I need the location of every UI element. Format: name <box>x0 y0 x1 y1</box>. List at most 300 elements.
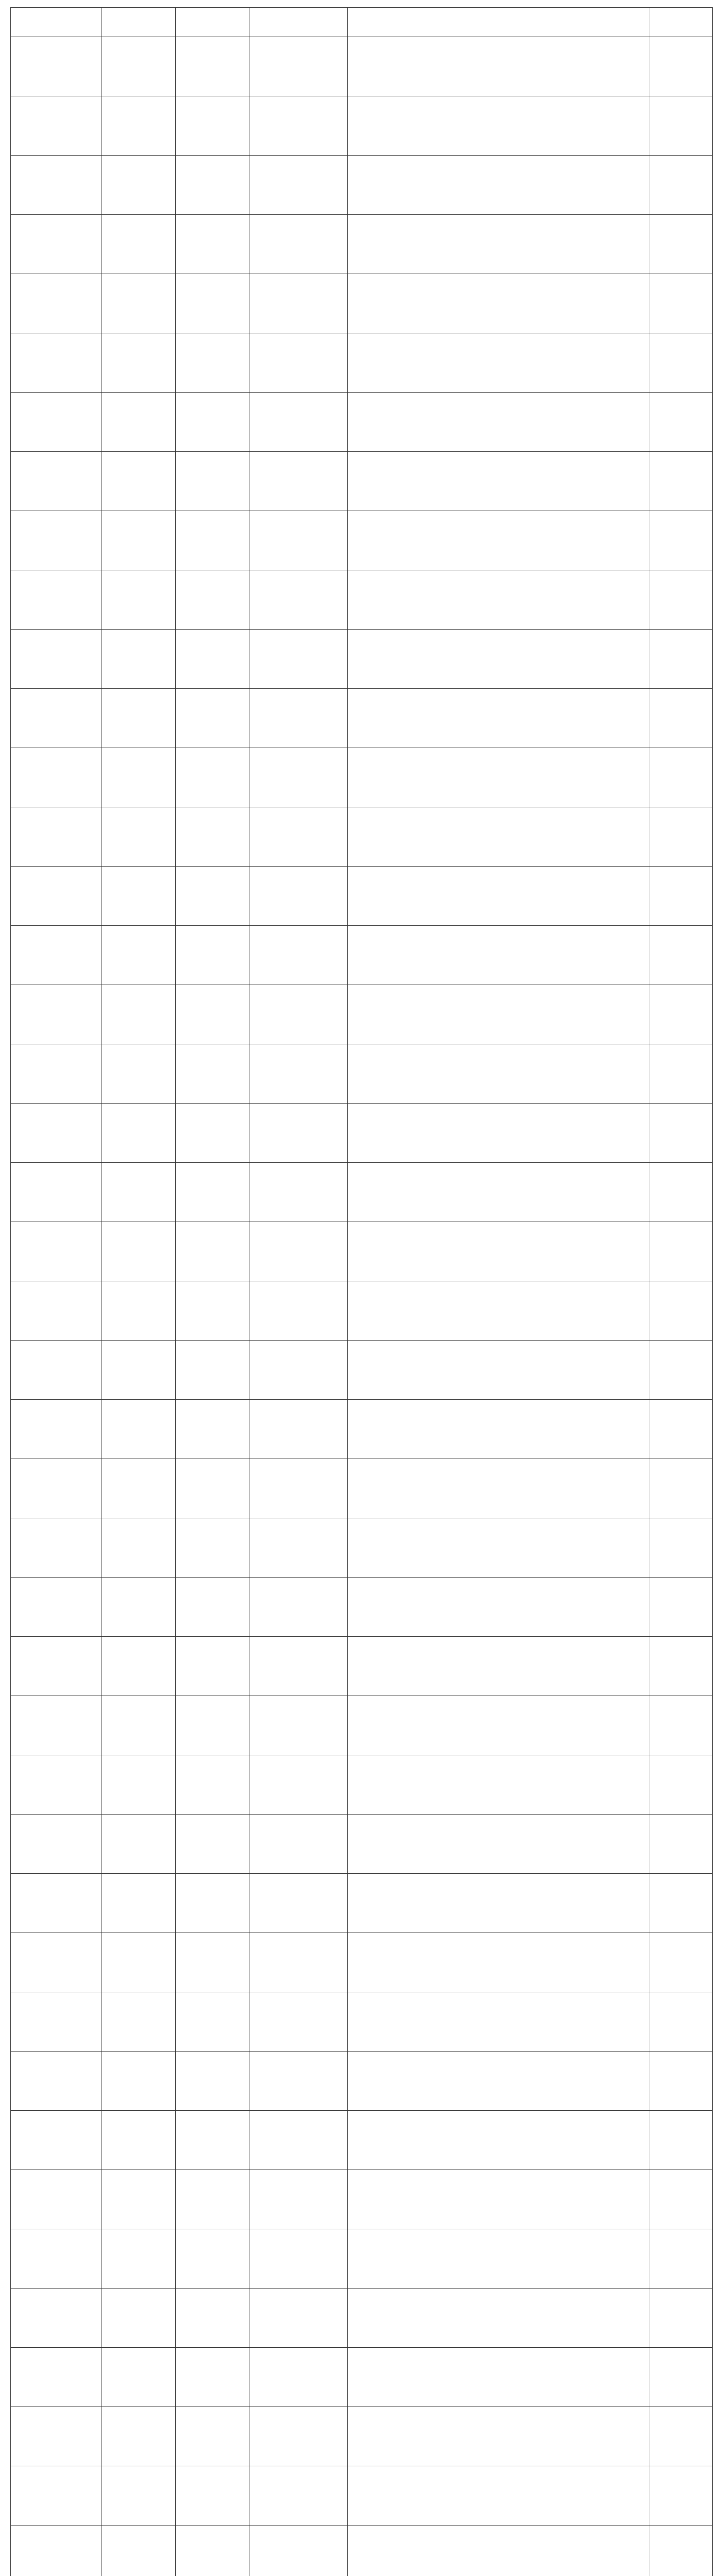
case-number-cell <box>11 748 102 807</box>
court-cell <box>176 1696 249 1755</box>
cause-cell <box>249 630 348 689</box>
judge-cell <box>649 1992 713 2052</box>
cause-cell <box>249 1992 348 2052</box>
case-number-cell <box>11 1400 102 1459</box>
hearing-time-cell <box>102 1992 176 2052</box>
judge-cell <box>649 1163 713 1222</box>
hearing-time-cell <box>102 2466 176 2526</box>
parties-cell <box>347 1578 649 1637</box>
cause-cell <box>249 867 348 926</box>
case-number-cell <box>11 2466 102 2526</box>
court-cell <box>176 807 249 867</box>
judge-cell <box>649 1281 713 1341</box>
parties-cell <box>347 452 649 511</box>
hearing-time-cell <box>102 2526 176 2576</box>
hearing-time-cell <box>102 570 176 630</box>
court-cell <box>176 393 249 452</box>
cause-cell <box>249 1044 348 1104</box>
court-cell <box>176 926 249 985</box>
hearing-time-cell <box>102 1637 176 1696</box>
parties-cell <box>347 156 649 215</box>
table-body <box>11 37 713 2576</box>
hearing-time-cell <box>102 867 176 926</box>
hearing-time-cell <box>102 1578 176 1637</box>
judge-cell <box>649 1518 713 1578</box>
table-row <box>11 274 713 333</box>
case-number-cell <box>11 1696 102 1755</box>
parties-cell <box>347 333 649 393</box>
case-number-cell <box>11 393 102 452</box>
header-court <box>176 8 249 37</box>
case-number-cell <box>11 2111 102 2170</box>
table-row <box>11 1281 713 1341</box>
case-number-cell <box>11 1992 102 2052</box>
cause-cell <box>249 748 348 807</box>
judge-cell <box>649 867 713 926</box>
court-cell <box>176 2407 249 2466</box>
table-row <box>11 452 713 511</box>
case-number-cell <box>11 2052 102 2111</box>
table-row <box>11 37 713 96</box>
cause-cell <box>249 1518 348 1578</box>
judge-cell <box>649 1637 713 1696</box>
case-number-cell <box>11 215 102 274</box>
judge-cell <box>649 1933 713 1992</box>
parties-cell <box>347 2526 649 2576</box>
cause-cell <box>249 393 348 452</box>
case-number-cell <box>11 1341 102 1400</box>
table-row <box>11 689 713 748</box>
parties-cell <box>347 1341 649 1400</box>
cause-cell <box>249 2526 348 2576</box>
parties-cell <box>347 570 649 630</box>
case-number-cell <box>11 807 102 867</box>
case-number-cell <box>11 570 102 630</box>
hearing-time-cell <box>102 1341 176 1400</box>
judge-cell <box>649 333 713 393</box>
court-cell <box>176 2229 249 2289</box>
cause-cell <box>249 2466 348 2526</box>
table-row <box>11 393 713 452</box>
case-number-cell <box>11 511 102 570</box>
case-number-cell <box>11 96 102 156</box>
parties-cell <box>347 2229 649 2289</box>
court-cell <box>176 985 249 1044</box>
cause-cell <box>249 96 348 156</box>
cause-cell <box>249 2348 348 2407</box>
parties-cell <box>347 748 649 807</box>
hearing-time-cell <box>102 2348 176 2407</box>
case-number-cell <box>11 985 102 1044</box>
hearing-time-cell <box>102 511 176 570</box>
cause-cell <box>249 1400 348 1459</box>
parties-cell <box>347 96 649 156</box>
case-number-cell <box>11 1459 102 1518</box>
court-cell <box>176 96 249 156</box>
parties-cell <box>347 689 649 748</box>
table-row <box>11 1578 713 1637</box>
cause-cell <box>249 570 348 630</box>
hearing-time-cell <box>102 1874 176 1933</box>
table-row <box>11 1222 713 1281</box>
court-cell <box>176 37 249 96</box>
cause-cell <box>249 156 348 215</box>
cause-cell <box>249 1104 348 1163</box>
cause-cell <box>249 1933 348 1992</box>
parties-cell <box>347 1874 649 1933</box>
hearing-time-cell <box>102 1933 176 1992</box>
parties-cell <box>347 807 649 867</box>
cause-cell <box>249 274 348 333</box>
table-row <box>11 215 713 274</box>
cause-cell <box>249 333 348 393</box>
case-number-cell <box>11 630 102 689</box>
header-cause <box>249 8 348 37</box>
cause-cell <box>249 926 348 985</box>
cause-cell <box>249 2229 348 2289</box>
judge-cell <box>649 1459 713 1518</box>
judge-cell <box>649 452 713 511</box>
judge-cell <box>649 630 713 689</box>
table-row <box>11 2466 713 2526</box>
table-row <box>11 1518 713 1578</box>
case-number-cell <box>11 2170 102 2229</box>
table-row <box>11 807 713 867</box>
case-number-cell <box>11 1518 102 1578</box>
hearing-time-cell <box>102 1696 176 1755</box>
parties-cell <box>347 2407 649 2466</box>
hearing-time-cell <box>102 926 176 985</box>
hearing-time-cell <box>102 2229 176 2289</box>
case-number-cell <box>11 1281 102 1341</box>
table-row <box>11 2526 713 2576</box>
hearing-time-cell <box>102 1755 176 1815</box>
judge-cell <box>649 2348 713 2407</box>
case-number-cell <box>11 37 102 96</box>
judge-cell <box>649 1578 713 1637</box>
hearing-time-cell <box>102 393 176 452</box>
judge-cell <box>649 1222 713 1281</box>
parties-cell <box>347 2466 649 2526</box>
header-parties <box>347 8 649 37</box>
header-judge <box>649 8 713 37</box>
hearing-time-cell <box>102 37 176 96</box>
hearing-time-cell <box>102 215 176 274</box>
table-row <box>11 333 713 393</box>
table-row <box>11 630 713 689</box>
case-number-cell <box>11 2407 102 2466</box>
parties-cell <box>347 1044 649 1104</box>
court-cell <box>176 2170 249 2229</box>
cause-cell <box>249 1281 348 1341</box>
judge-cell <box>649 2111 713 2170</box>
parties-cell <box>347 1281 649 1341</box>
parties-cell <box>347 926 649 985</box>
hearing-time-cell <box>102 630 176 689</box>
parties-cell <box>347 1637 649 1696</box>
table-row <box>11 1933 713 1992</box>
hearing-time-cell <box>102 1044 176 1104</box>
table-row <box>11 1637 713 1696</box>
parties-cell <box>347 1992 649 2052</box>
parties-cell <box>347 2170 649 2229</box>
table-row <box>11 2348 713 2407</box>
cause-cell <box>249 37 348 96</box>
court-cell <box>176 1815 249 1874</box>
judge-cell <box>649 2289 713 2348</box>
judge-cell <box>649 1400 713 1459</box>
parties-cell <box>347 2289 649 2348</box>
cause-cell <box>249 2111 348 2170</box>
hearing-time-cell <box>102 985 176 1044</box>
judge-cell <box>649 570 713 630</box>
parties-cell <box>347 1163 649 1222</box>
judge-cell <box>649 1874 713 1933</box>
case-number-cell <box>11 1815 102 1874</box>
parties-cell <box>347 511 649 570</box>
case-number-cell <box>11 2229 102 2289</box>
judge-cell <box>649 1341 713 1400</box>
hearing-time-cell <box>102 1281 176 1341</box>
parties-cell <box>347 393 649 452</box>
table-row <box>11 1400 713 1459</box>
hearing-time-cell <box>102 96 176 156</box>
hearing-time-cell <box>102 1163 176 1222</box>
court-cell <box>176 1459 249 1518</box>
parties-cell <box>347 37 649 96</box>
judge-cell <box>649 689 713 748</box>
judge-cell <box>649 1044 713 1104</box>
case-number-cell <box>11 1578 102 1637</box>
hearing-time-cell <box>102 2170 176 2229</box>
parties-cell <box>347 274 649 333</box>
judge-cell <box>649 393 713 452</box>
case-number-cell <box>11 926 102 985</box>
judge-cell <box>649 37 713 96</box>
table-row <box>11 1459 713 1518</box>
cause-cell <box>249 985 348 1044</box>
parties-cell <box>347 1696 649 1755</box>
case-number-cell <box>11 2348 102 2407</box>
judge-cell <box>649 1815 713 1874</box>
case-number-cell <box>11 1755 102 1815</box>
hearing-time-cell <box>102 1518 176 1578</box>
table-header-row <box>11 8 713 37</box>
cause-cell <box>249 452 348 511</box>
parties-cell <box>347 2348 649 2407</box>
court-cell <box>176 1104 249 1163</box>
court-cell <box>176 1281 249 1341</box>
court-cell <box>176 2289 249 2348</box>
judge-cell <box>649 2407 713 2466</box>
court-cell <box>176 2348 249 2407</box>
court-cell <box>176 1163 249 1222</box>
court-cell <box>176 867 249 926</box>
parties-cell <box>347 1400 649 1459</box>
parties-cell <box>347 1518 649 1578</box>
case-number-cell <box>11 1163 102 1222</box>
table-row <box>11 2289 713 2348</box>
hearing-time-cell <box>102 748 176 807</box>
table-row <box>11 1755 713 1815</box>
parties-cell <box>347 2052 649 2111</box>
table-row <box>11 1874 713 1933</box>
table-row <box>11 1341 713 1400</box>
judge-cell <box>649 2052 713 2111</box>
cause-cell <box>249 1163 348 1222</box>
judge-cell <box>649 1104 713 1163</box>
court-cell <box>176 1992 249 2052</box>
cause-cell <box>249 1341 348 1400</box>
hearing-time-cell <box>102 1104 176 1163</box>
parties-cell <box>347 1933 649 1992</box>
court-cell <box>176 1578 249 1637</box>
judge-cell <box>649 2170 713 2229</box>
table-row <box>11 2052 713 2111</box>
case-number-cell <box>11 1222 102 1281</box>
cause-cell <box>249 1637 348 1696</box>
table-row <box>11 1044 713 1104</box>
hearing-time-cell <box>102 2407 176 2466</box>
judge-cell <box>649 807 713 867</box>
cause-cell <box>249 1578 348 1637</box>
parties-cell <box>347 985 649 1044</box>
table-row <box>11 2170 713 2229</box>
case-number-cell <box>11 156 102 215</box>
hearing-time-cell <box>102 333 176 393</box>
parties-cell <box>347 867 649 926</box>
hearing-schedule-table <box>10 7 713 2576</box>
table-row <box>11 1696 713 1755</box>
table-row <box>11 1815 713 1874</box>
court-cell <box>176 215 249 274</box>
table-row <box>11 1992 713 2052</box>
cause-cell <box>249 2289 348 2348</box>
case-number-cell <box>11 1874 102 1933</box>
court-cell <box>176 333 249 393</box>
case-number-cell <box>11 1104 102 1163</box>
table-row <box>11 2229 713 2289</box>
parties-cell <box>347 215 649 274</box>
cause-cell <box>249 2407 348 2466</box>
header-hearing-time <box>102 8 176 37</box>
cause-cell <box>249 689 348 748</box>
table-row <box>11 570 713 630</box>
cause-cell <box>249 2170 348 2229</box>
parties-cell <box>347 1815 649 1874</box>
court-cell <box>176 1874 249 1933</box>
court-cell <box>176 452 249 511</box>
case-number-cell <box>11 689 102 748</box>
case-number-cell <box>11 452 102 511</box>
case-number-cell <box>11 2289 102 2348</box>
court-cell <box>176 1637 249 1696</box>
hearing-time-cell <box>102 689 176 748</box>
table-row <box>11 1163 713 1222</box>
cause-cell <box>249 807 348 867</box>
hearing-time-cell <box>102 156 176 215</box>
judge-cell <box>649 2526 713 2576</box>
parties-cell <box>347 630 649 689</box>
court-cell <box>176 511 249 570</box>
cause-cell <box>249 1222 348 1281</box>
table-row <box>11 2111 713 2170</box>
court-cell <box>176 630 249 689</box>
court-cell <box>176 689 249 748</box>
court-cell <box>176 156 249 215</box>
judge-cell <box>649 748 713 807</box>
case-number-cell <box>11 1933 102 1992</box>
court-cell <box>176 1222 249 1281</box>
hearing-time-cell <box>102 2052 176 2111</box>
court-cell <box>176 1044 249 1104</box>
table-row <box>11 748 713 807</box>
hearing-time-cell <box>102 274 176 333</box>
table-row <box>11 511 713 570</box>
cause-cell <box>249 2052 348 2111</box>
table-row <box>11 156 713 215</box>
court-cell <box>176 1400 249 1459</box>
cause-cell <box>249 1459 348 1518</box>
table-row <box>11 867 713 926</box>
table-row <box>11 1104 713 1163</box>
judge-cell <box>649 156 713 215</box>
court-cell <box>176 570 249 630</box>
hearing-time-cell <box>102 807 176 867</box>
cause-cell <box>249 215 348 274</box>
case-number-cell <box>11 1637 102 1696</box>
case-number-cell <box>11 867 102 926</box>
court-cell <box>176 1933 249 1992</box>
hearing-time-cell <box>102 452 176 511</box>
parties-cell <box>347 1755 649 1815</box>
cause-cell <box>249 1874 348 1933</box>
parties-cell <box>347 1104 649 1163</box>
court-cell <box>176 2111 249 2170</box>
judge-cell <box>649 96 713 156</box>
case-number-cell <box>11 2526 102 2576</box>
court-cell <box>176 2466 249 2526</box>
table-row <box>11 926 713 985</box>
hearing-time-cell <box>102 1400 176 1459</box>
judge-cell <box>649 2229 713 2289</box>
judge-cell <box>649 2466 713 2526</box>
court-cell <box>176 1341 249 1400</box>
judge-cell <box>649 926 713 985</box>
cause-cell <box>249 1696 348 1755</box>
cause-cell <box>249 511 348 570</box>
header-case-number <box>11 8 102 37</box>
cause-cell <box>249 1755 348 1815</box>
cause-cell <box>249 1815 348 1874</box>
case-number-cell <box>11 1044 102 1104</box>
case-number-cell <box>11 333 102 393</box>
court-cell <box>176 1518 249 1578</box>
parties-cell <box>347 2111 649 2170</box>
court-cell <box>176 2526 249 2576</box>
court-cell <box>176 1755 249 1815</box>
judge-cell <box>649 215 713 274</box>
hearing-time-cell <box>102 1459 176 1518</box>
judge-cell <box>649 1755 713 1815</box>
hearing-time-cell <box>102 1815 176 1874</box>
parties-cell <box>347 1459 649 1518</box>
judge-cell <box>649 274 713 333</box>
table-row <box>11 96 713 156</box>
judge-cell <box>649 511 713 570</box>
judge-cell <box>649 1696 713 1755</box>
table-row <box>11 2407 713 2466</box>
